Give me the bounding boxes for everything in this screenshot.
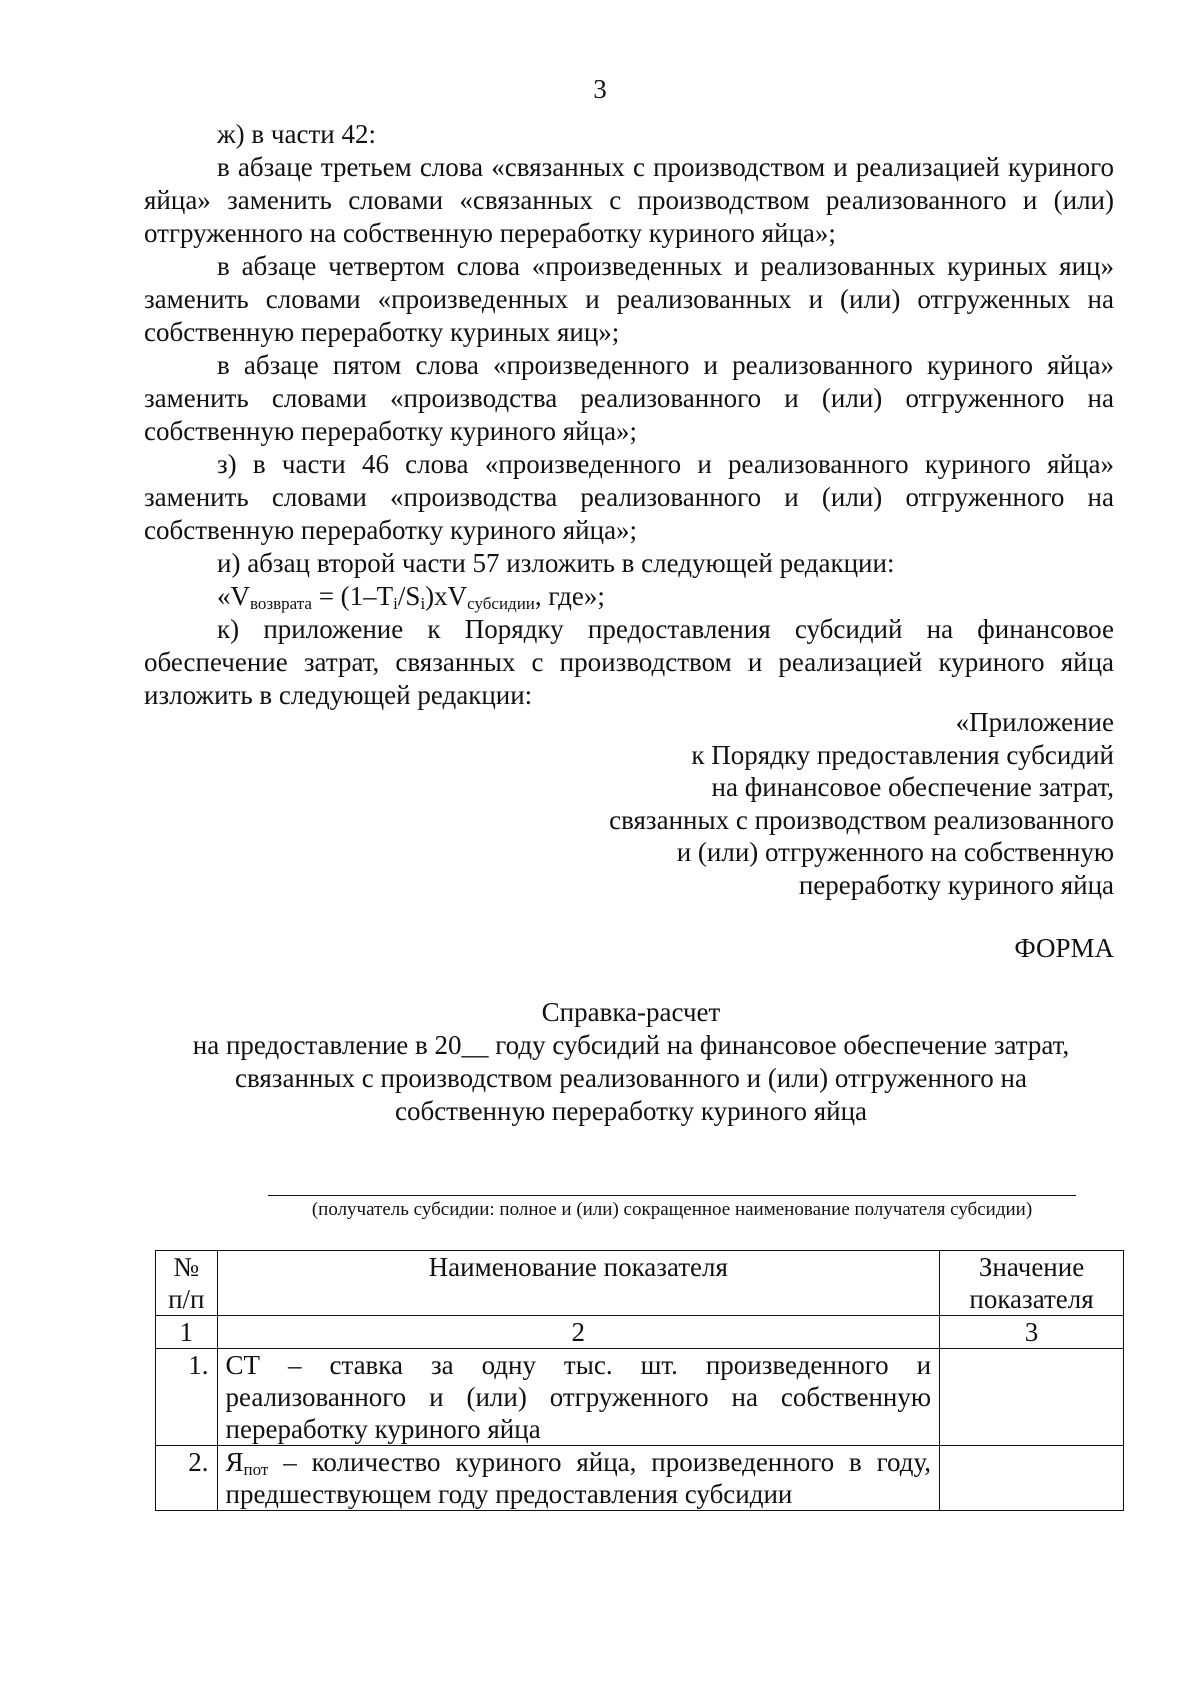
indicator-table — [155, 1250, 1124, 1511]
recipient-caption: (получатель субсидии: полное и (или) сокращенное наименование получателя субсидии) — [311, 1199, 1033, 1220]
page-number: 3 — [593, 74, 607, 104]
formula-open: «V — [217, 581, 250, 611]
paragraph-fifth-abzac: в абзаце пятом слова «произведенного и реализованного куриного яйца» заменить словами «производства реализованного и (или) отгруженного на собственную переработку куриного яйца»; — [144, 350, 1114, 446]
table-row — [156, 1349, 1124, 1446]
form-title-line: на предоставление в 20__ году субсидий на финансовое обеспечение затрат, — [192, 1030, 1070, 1060]
recipient-fill-line — [268, 1195, 1076, 1196]
header-number: № п/п — [156, 1251, 218, 1316]
form-title-line: собственную переработку куриного яйца — [394, 1096, 868, 1126]
header-indicator-name: Наименование показателя — [217, 1251, 940, 1316]
row-indicator-value[interactable] — [940, 1446, 1124, 1511]
formula-mid-3: )хV — [425, 581, 468, 611]
paragraph-part-57: и) абзац второй части 57 изложить в следующей редакции: — [217, 548, 895, 578]
form-label: ФОРМА — [1014, 933, 1114, 963]
formula-sub-return: возврата — [250, 594, 312, 613]
form-title — [0, 996, 1200, 1128]
row-number: 1. — [156, 1349, 218, 1446]
amendment-text — [144, 118, 1114, 712]
indicator-symbol: Я — [225, 1447, 244, 1477]
appendix-line: на финансовое обеспечение затрат, — [711, 772, 1114, 802]
formula-mid-2: /S — [397, 581, 421, 611]
column-number: 1 — [156, 1316, 218, 1349]
indicator-symbol-subscript: пот — [243, 1460, 269, 1479]
appendix-heading — [514, 706, 1114, 901]
appendix-line: «Приложение — [955, 707, 1114, 737]
header-indicator-value: Значение показателя — [940, 1251, 1124, 1316]
formula-sub-i-2: i — [420, 594, 426, 613]
formula-line — [144, 580, 1114, 613]
form-title-line: связанных с производством реализованного и (или) отгруженного на — [235, 1063, 1027, 1093]
paragraph-third-abzac: в абзаце третьем слова «связанных с производством и реализацией куриного яйца» заменить словами «связанных с производством реализованного и (или) отгруженного на собственную переработку куриного яйца»; — [144, 152, 1114, 248]
row-indicator-name — [217, 1446, 940, 1511]
appendix-line: переработку куриного яйца — [798, 869, 1114, 900]
appendix-line: связанных с производством реализованного — [609, 804, 1114, 835]
paragraph-part-46: з) в части 46 слова «произведенного и реализованного куриного яйца» заменить словами «производства реализованного и (или) отгруженного на собственную переработку куриного яйца»; — [144, 449, 1114, 545]
formula-sub-i-1: i — [393, 594, 398, 613]
appendix-line: и (или) отгруженного на собственную — [676, 837, 1114, 867]
formula-mid-1: = (1–T — [311, 581, 394, 611]
paragraph-part-42: ж) в части 42: — [217, 119, 376, 149]
table-row — [156, 1446, 1124, 1511]
table-header-row — [156, 1251, 1124, 1316]
appendix-line: к Порядку предоставления субсидий — [691, 739, 1114, 770]
indicator-description: – количество куриного яйца, произведенного в году, предшествующем году предоставления субсидии — [225, 1447, 932, 1509]
formula-sub-subsidy: субсидии — [467, 594, 535, 613]
row-indicator-name: СТ – ставка за одну тыс. шт. произведенного и реализованного и (или) отгруженного на собственную переработку куриного яйца — [217, 1349, 940, 1446]
row-number: 2. — [156, 1446, 218, 1511]
paragraph-appendix: к) приложение к Порядку предоставления субсидий на финансовое обеспечение затрат, связанных с производством и реализацией куриного яйца изложить в следующей редакции: — [144, 614, 1114, 710]
column-number: 3 — [940, 1316, 1124, 1349]
form-title-line: Справка-расчет — [541, 997, 721, 1027]
paragraph-fourth-abzac: в абзаце четвертом слова «произведенных и реализованных куриных яиц» заменить словами «произведенных и реализованных и (или) отгруженных на собственную переработку куриных яиц»; — [144, 251, 1114, 347]
table-column-number-row — [156, 1316, 1124, 1349]
row-indicator-value[interactable] — [940, 1349, 1124, 1446]
formula-end: , где»; — [534, 581, 605, 611]
column-number: 2 — [217, 1316, 940, 1349]
